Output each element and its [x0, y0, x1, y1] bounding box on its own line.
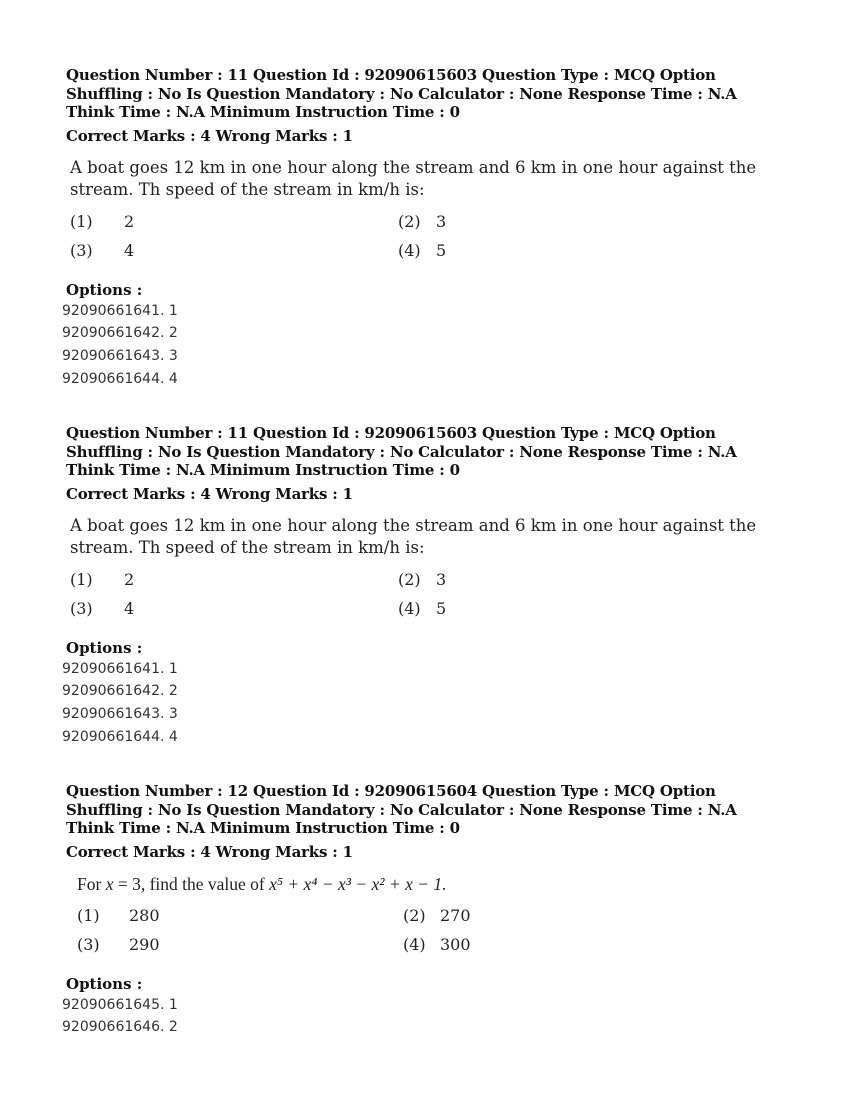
- option-list: [62, 658, 786, 749]
- choice-value: 290: [129, 934, 160, 954]
- choice-number: (1): [70, 211, 93, 231]
- option-item: 92090661642. 2: [62, 683, 178, 700]
- choice-value: 2: [124, 569, 135, 589]
- choice-grid: [66, 570, 786, 630]
- question-marks: Correct Marks : 4 Wrong Marks : 1: [66, 842, 353, 861]
- option-item: 92090661641. 1: [62, 660, 178, 677]
- choice-number: (4): [398, 240, 421, 260]
- choice-value: 280: [129, 905, 160, 925]
- question-meta: Question Number : 11 Question Id : 92090615603 Question Type : MCQ Option Shuffling : No Is Question Mandatory : No Calculator : None Response Time : N.A Think Time : N.A Minimum Instruction Time : 0: [66, 66, 737, 121]
- question-marks: Correct Marks : 4 Wrong Marks : 1: [66, 484, 353, 503]
- question-block: [62, 66, 786, 391]
- question-text: [77, 873, 786, 895]
- choice-value: 5: [436, 240, 447, 260]
- question-text: A boat goes 12 km in one hour along the stream and 6 km in one hour against the stream. Th speed of the stream in km/h is:: [70, 515, 757, 557]
- choice-number: (1): [70, 569, 93, 589]
- choice-number: (3): [70, 598, 93, 618]
- question-marks: Correct Marks : 4 Wrong Marks : 1: [66, 126, 353, 145]
- choice-number: (3): [77, 934, 100, 954]
- choice-value: 4: [124, 598, 135, 618]
- question-block: [62, 424, 786, 749]
- option-item: 92090661644. 4: [62, 728, 178, 745]
- option-item: 92090661645. 1: [62, 996, 178, 1013]
- question-meta: Question Number : 12 Question Id : 92090615604 Question Type : MCQ Option Shuffling : No Is Question Mandatory : No Calculator : None Response Time : N.A Think Time : N.A Minimum Instruction Time : 0: [66, 782, 737, 837]
- choice-number: (1): [77, 905, 100, 925]
- option-item: 92090661646. 2: [62, 1019, 178, 1036]
- choice: [403, 906, 471, 925]
- choice: [70, 241, 134, 260]
- choice: [77, 935, 160, 954]
- options-heading: Options :: [66, 280, 143, 299]
- question-block: [62, 782, 786, 1039]
- question-variable: x: [105, 873, 114, 894]
- choice-value: 2: [124, 211, 135, 231]
- choice: [398, 241, 446, 260]
- option-item: 92090661642. 2: [62, 325, 178, 342]
- question-text: A boat goes 12 km in one hour along the stream and 6 km in one hour against the stream. Th speed of the stream in km/h is:: [70, 157, 757, 199]
- choice-number: (4): [403, 934, 426, 954]
- choice-number: (2): [398, 211, 421, 231]
- choice-value: 3: [436, 211, 447, 231]
- choice-value: 4: [124, 240, 135, 260]
- question-text-pre: For: [77, 873, 106, 894]
- choice: [403, 935, 471, 954]
- choice: [70, 599, 134, 618]
- choice-number: (2): [398, 569, 421, 589]
- choice-grid: [66, 212, 786, 272]
- choice: [70, 212, 134, 231]
- choice-number: (3): [70, 240, 93, 260]
- choice-value: 5: [436, 598, 447, 618]
- option-list: [62, 300, 786, 391]
- choice: [398, 570, 446, 589]
- question-text-mid: = 3, find the value of: [113, 873, 270, 894]
- option-item: 92090661643. 3: [62, 348, 178, 365]
- question-meta: Question Number : 11 Question Id : 92090615603 Question Type : MCQ Option Shuffling : No Is Question Mandatory : No Calculator : None Response Time : N.A Think Time : N.A Minimum Instruction Time : 0: [66, 424, 737, 479]
- choice: [77, 906, 160, 925]
- question-expression: x⁵ + x⁴ − x³ − x² + x − 1.: [269, 873, 447, 894]
- option-item: 92090661641. 1: [62, 302, 178, 319]
- choice-value: 3: [436, 569, 447, 589]
- option-item: 92090661643. 3: [62, 706, 178, 723]
- option-item: 92090661644. 4: [62, 370, 178, 387]
- choice-grid: [66, 906, 786, 966]
- option-list: [62, 994, 786, 1040]
- options-heading: Options :: [66, 638, 143, 657]
- choice: [70, 570, 134, 589]
- choice-number: (4): [398, 598, 421, 618]
- choice-number: (2): [403, 905, 426, 925]
- choice-value: 300: [440, 934, 471, 954]
- options-heading: Options :: [66, 974, 143, 993]
- choice: [398, 212, 446, 231]
- choice: [398, 599, 446, 618]
- choice-value: 270: [440, 905, 471, 925]
